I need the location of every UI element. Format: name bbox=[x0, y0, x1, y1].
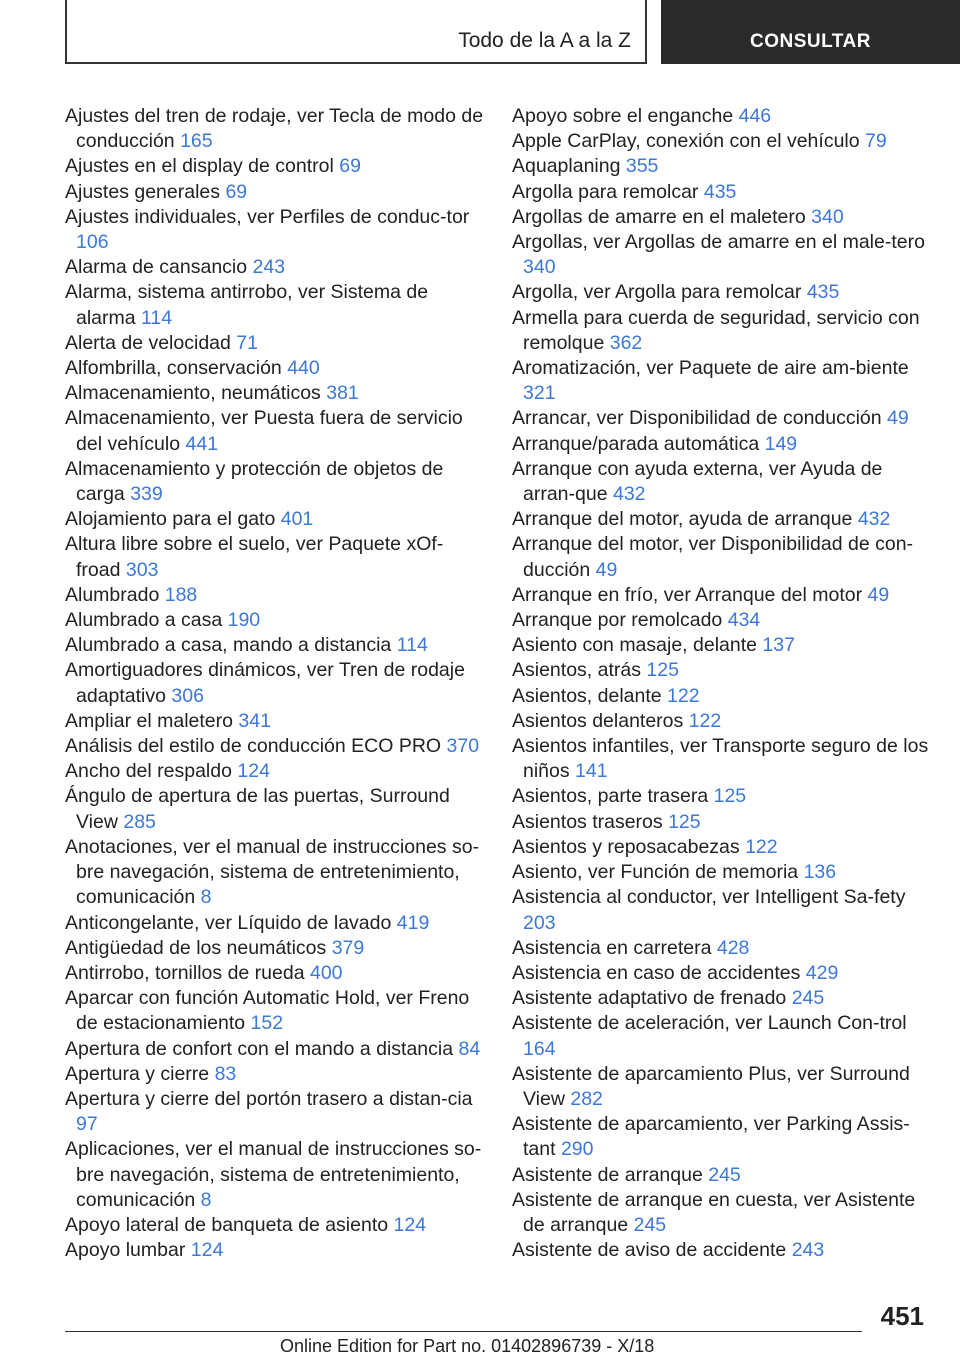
index-entry-text: Aquaplaning bbox=[512, 155, 621, 178]
index-entry bbox=[512, 532, 932, 582]
index-entry-page-link[interactable]: 429 bbox=[805, 961, 839, 984]
index-entry-text: Arranque del motor, ayuda de arranque bbox=[512, 508, 853, 531]
index-entry-text: Asientos traseros bbox=[512, 810, 663, 833]
index-entry-page-link[interactable]: 141 bbox=[575, 760, 608, 783]
index-entry bbox=[65, 936, 485, 961]
index-entry bbox=[512, 709, 932, 734]
index-entry-page-link[interactable]: 432 bbox=[857, 508, 891, 531]
index-entry bbox=[65, 532, 485, 582]
index-entry-page-link[interactable]: 125 bbox=[646, 659, 679, 682]
consult-tab-label: CONSULTAR bbox=[750, 31, 871, 52]
index-entry bbox=[65, 1213, 485, 1238]
index-entry-page-link[interactable]: 8 bbox=[200, 886, 212, 909]
index-entry-text: Asientos delanteros bbox=[512, 709, 684, 732]
index-entry-page-link[interactable]: 303 bbox=[125, 558, 159, 581]
index-entry-text: Asistencia en caso de accidentes bbox=[512, 961, 801, 984]
index-entry bbox=[65, 255, 485, 280]
index-entry bbox=[512, 633, 932, 658]
index-entry-page-link[interactable]: 114 bbox=[396, 634, 428, 657]
index-tab-label: Todo de la A a la Z bbox=[458, 29, 631, 52]
index-entry-text: Ajustes en el display de control bbox=[65, 155, 334, 178]
index-entry-page-link[interactable]: 124 bbox=[237, 760, 270, 783]
index-entry bbox=[65, 961, 485, 986]
index-entry-text: Ajustes individuales, ver Perfiles de conduc-tor bbox=[65, 205, 470, 228]
index-entry bbox=[512, 658, 932, 683]
index-entry-text: Asistente adaptativo de frenado bbox=[512, 987, 787, 1010]
index-entry-page-link[interactable]: 446 bbox=[738, 105, 772, 127]
index-entry bbox=[512, 280, 932, 305]
index-entry-text: Asistente de aparcamiento Plus, ver Surround View bbox=[512, 1062, 910, 1110]
index-entry bbox=[65, 1087, 485, 1137]
index-entry bbox=[65, 709, 485, 734]
index-entry-text: Asistencia en carretera bbox=[512, 936, 712, 959]
index-entry-text: Antigüedad de los neumáticos bbox=[65, 936, 327, 959]
index-entry-page-link[interactable]: 245 bbox=[791, 987, 825, 1010]
index-entry-text: Asistente de aparcamiento, ver Parking Assis-tant bbox=[512, 1113, 910, 1161]
index-entry-text: Argolla para remolcar bbox=[512, 180, 699, 203]
index-entry-page-link[interactable]: 122 bbox=[745, 835, 778, 858]
index-entry-text: Análisis del estilo de conducción ECO PRO bbox=[65, 735, 442, 758]
index-entry-text: Apoyo lumbar bbox=[65, 1239, 186, 1262]
index-entry bbox=[512, 230, 932, 280]
index-entry-page-link[interactable]: 137 bbox=[762, 634, 795, 657]
consult-tab[interactable] bbox=[661, 0, 960, 64]
index-entry-page-link[interactable]: 69 bbox=[339, 155, 361, 178]
index-entry-page-link[interactable]: 355 bbox=[625, 155, 659, 178]
index-entry-page-link[interactable]: 340 bbox=[811, 205, 844, 228]
index-entry-text: Alarma de cansancio bbox=[65, 256, 248, 279]
index-entry bbox=[512, 129, 932, 154]
index-entry-text: Argollas, ver Argollas de amarre en el male-tero bbox=[512, 231, 925, 254]
index-entry-page-link[interactable]: 190 bbox=[227, 609, 261, 632]
index-entry-text: Argollas de amarre en el maletero bbox=[512, 205, 806, 228]
index-entry-page-link[interactable]: 381 bbox=[326, 382, 359, 405]
index-entry-page-link[interactable]: 362 bbox=[609, 331, 643, 354]
index-entry-page-link[interactable]: 83 bbox=[214, 1062, 237, 1085]
index-entry bbox=[512, 1163, 932, 1188]
index-entry-page-link[interactable]: 341 bbox=[238, 709, 271, 732]
index-entry-text: Asientos y reposacabezas bbox=[512, 835, 740, 858]
index-entry-page-link[interactable]: 49 bbox=[867, 583, 890, 606]
index-entry bbox=[512, 205, 932, 230]
index-entry-page-link[interactable]: 441 bbox=[185, 432, 219, 455]
index-entry-text: Alfombrilla, conservación bbox=[65, 357, 282, 380]
footer-edition-text: Online Edition for Part no. 01402896739 - X/18 bbox=[280, 1336, 655, 1356]
index-entry-page-link[interactable]: 122 bbox=[667, 684, 700, 707]
index-entry bbox=[512, 608, 932, 633]
index-entry bbox=[512, 860, 932, 885]
index-entry bbox=[512, 885, 932, 935]
index-entry bbox=[65, 1137, 485, 1213]
index-entry bbox=[512, 1188, 932, 1238]
index-entry bbox=[512, 835, 932, 860]
index-entry bbox=[512, 306, 932, 356]
index-entry bbox=[512, 406, 932, 431]
index-entry-page-link[interactable]: 435 bbox=[806, 281, 840, 304]
index-entry-page-link[interactable]: 165 bbox=[180, 130, 213, 153]
index-entry bbox=[512, 784, 932, 809]
index-entry-text: Alumbrado a casa, mando a distancia bbox=[65, 634, 392, 657]
index-entry-text: Apertura y cierre del portón trasero a distan-cia bbox=[65, 1087, 473, 1110]
index-entry-page-link[interactable]: 69 bbox=[225, 180, 248, 203]
index-entry-page-link[interactable]: 285 bbox=[123, 810, 156, 833]
index-entry bbox=[65, 104, 485, 154]
index-entry bbox=[512, 1062, 932, 1112]
index-entry bbox=[512, 104, 932, 129]
index-entry bbox=[65, 1238, 485, 1263]
index-entry-page-link[interactable]: 49 bbox=[595, 558, 618, 581]
index-entry-page-link[interactable]: 435 bbox=[703, 180, 737, 203]
index-entry-text: Asiento, ver Función de memoria bbox=[512, 861, 799, 884]
index-entry-text: Asientos, delante bbox=[512, 684, 662, 707]
page-number: 451 bbox=[880, 1301, 924, 1331]
index-entry-page-link[interactable]: 114 bbox=[141, 306, 173, 329]
index-entry bbox=[65, 986, 485, 1036]
index-entry bbox=[65, 154, 485, 179]
header bbox=[0, 0, 960, 66]
index-entry-page-link[interactable]: 340 bbox=[523, 256, 556, 279]
index-entry-text: Asistente de arranque bbox=[512, 1163, 703, 1186]
index-entry bbox=[512, 432, 932, 457]
index-entry-text: Arrancar, ver Disponibilidad de conducción bbox=[512, 407, 882, 430]
index-entry-page-link[interactable]: 152 bbox=[250, 1012, 284, 1035]
index-entry-text: Asistente de aviso de accidente bbox=[512, 1239, 787, 1262]
index-entry-page-link[interactable]: 122 bbox=[688, 709, 722, 732]
index-entry bbox=[65, 734, 485, 759]
index-entry-text: Asientos infantiles, ver Transporte seguro de los niños bbox=[512, 735, 929, 783]
index-entry-page-link[interactable]: 124 bbox=[393, 1213, 427, 1236]
index-entry-text: Apertura de confort con el mando a distancia bbox=[65, 1037, 454, 1060]
index-entry-text: Argolla, ver Argolla para remolcar bbox=[512, 281, 802, 304]
index-entry bbox=[512, 1238, 932, 1263]
index-entry bbox=[512, 507, 932, 532]
index-entry-text: Alumbrado bbox=[65, 583, 160, 606]
index-entry-text: Alarma, sistema antirrobo, ver Sistema de alarma bbox=[65, 281, 429, 329]
index-entry-page-link[interactable]: 290 bbox=[560, 1138, 594, 1161]
index-entry bbox=[65, 759, 485, 784]
index-entry bbox=[65, 583, 485, 608]
index-entry-text: Anotaciones, ver el manual de instrucciones so-bre navegación, sistema de entretenimiento, comunicación bbox=[65, 835, 480, 909]
index-entry-text: Ampliar el maletero bbox=[65, 709, 233, 732]
index-entry bbox=[512, 180, 932, 205]
index-entry-page-link[interactable]: 428 bbox=[716, 936, 750, 959]
index-entry bbox=[65, 381, 485, 406]
index-entry bbox=[65, 331, 485, 356]
index-entry-page-link[interactable]: 306 bbox=[171, 684, 204, 707]
index-entry bbox=[65, 784, 485, 834]
index-entry-text: Ángulo de apertura de las puertas, Surround View bbox=[65, 785, 450, 833]
index-entry-page-link[interactable]: 124 bbox=[190, 1239, 224, 1262]
index-column-left bbox=[65, 104, 485, 1263]
index-entry bbox=[65, 180, 485, 205]
index-entry-page-link[interactable]: 203 bbox=[523, 911, 556, 934]
index-entry-text: Arranque/parada automática bbox=[512, 432, 760, 455]
index-entry bbox=[65, 280, 485, 330]
index-entry bbox=[512, 583, 932, 608]
index-entry-page-link[interactable]: 282 bbox=[570, 1087, 603, 1110]
index-entry-page-link[interactable]: 164 bbox=[523, 1037, 556, 1060]
index-entry bbox=[512, 734, 932, 784]
index-entry bbox=[65, 1037, 485, 1062]
index-entry-text: Asistencia al conductor, ver Intelligent Sa-fety bbox=[512, 886, 906, 909]
index-entry-page-link[interactable]: 339 bbox=[130, 483, 163, 506]
index-entry-page-link[interactable]: 434 bbox=[727, 609, 761, 632]
index-entry-text: Arranque con ayuda externa, ver Ayuda de arran-que bbox=[512, 457, 883, 506]
index-entry-text: Asiento con masaje, delante bbox=[512, 634, 757, 657]
index-entry bbox=[512, 154, 932, 179]
index-entry-text: Alerta de velocidad bbox=[65, 331, 231, 354]
index-entry-text: Arranque por remolcado bbox=[512, 609, 723, 632]
index-entry bbox=[512, 684, 932, 709]
index-entry bbox=[512, 1112, 932, 1162]
index-entry-page-link[interactable]: 79 bbox=[865, 130, 887, 153]
index-entry-page-link[interactable]: 106 bbox=[76, 231, 109, 254]
index-entry bbox=[512, 356, 932, 406]
index-column-right bbox=[512, 104, 932, 1263]
index-entry-text: Almacenamiento y protección de objetos de carga bbox=[65, 457, 444, 506]
index-entry-text: Ajustes del tren de rodaje, ver Tecla de modo de conducción bbox=[65, 105, 484, 153]
index-entry-text: Asistente de arranque en cuesta, ver Asistente de arranque bbox=[512, 1188, 916, 1236]
index-entry-text: Asientos, parte trasera bbox=[512, 785, 709, 808]
index-entry-page-link[interactable]: 245 bbox=[633, 1213, 667, 1236]
index-entry-page-link[interactable]: 243 bbox=[791, 1239, 825, 1262]
index-entry bbox=[512, 961, 932, 986]
index-entry-text: Apoyo lateral de banqueta de asiento bbox=[65, 1213, 389, 1236]
index-entry-text: Alumbrado a casa bbox=[65, 609, 223, 632]
index-entry bbox=[512, 936, 932, 961]
index-entry bbox=[65, 205, 485, 255]
index-entry-page-link[interactable]: 8 bbox=[200, 1188, 212, 1211]
index-entry-page-link[interactable]: 400 bbox=[309, 961, 343, 984]
index-entry-page-link[interactable]: 125 bbox=[668, 810, 701, 833]
index-entry bbox=[65, 835, 485, 911]
index-entry-page-link[interactable]: 84 bbox=[458, 1037, 481, 1060]
index-entry-text: Arranque en frío, ver Arranque del motor bbox=[512, 583, 863, 606]
index-entry-text: Arranque del motor, ver Disponibilidad de con-ducción bbox=[512, 533, 914, 581]
index-entry bbox=[65, 457, 485, 507]
index-entry-text: Ajustes generales bbox=[65, 180, 221, 203]
index-entry-page-link[interactable]: 419 bbox=[396, 911, 430, 934]
index-entry-page-link[interactable]: 370 bbox=[446, 735, 480, 758]
index-entry-text: Apertura y cierre bbox=[65, 1062, 210, 1085]
index-entry-text: Aparcar con función Automatic Hold, ver Freno de estacionamiento bbox=[65, 987, 470, 1035]
index-entry-page-link[interactable]: 97 bbox=[76, 1113, 98, 1136]
index-tab[interactable] bbox=[65, 0, 647, 64]
index-entry-text: Asientos, atrás bbox=[512, 659, 641, 682]
index-entry-page-link[interactable]: 125 bbox=[713, 785, 747, 808]
index-entry-page-link[interactable]: 245 bbox=[708, 1163, 741, 1186]
index-entry bbox=[512, 457, 932, 507]
index-entry-text: Antirrobo, tornillos de rueda bbox=[65, 961, 305, 984]
index-entry bbox=[65, 633, 485, 658]
index-entry-page-link[interactable]: 379 bbox=[331, 936, 365, 959]
index-entry-text: Alojamiento para el gato bbox=[65, 508, 276, 531]
index-entry-page-link[interactable]: 188 bbox=[164, 583, 198, 606]
index-entry-text: Almacenamiento, ver Puesta fuera de servicio del vehículo bbox=[65, 407, 463, 455]
index-entry-text: Anticongelante, ver Líquido de lavado bbox=[65, 911, 392, 934]
index-entry bbox=[65, 658, 485, 708]
index-entry-text: Ancho del respaldo bbox=[65, 760, 232, 783]
index-entry bbox=[65, 911, 485, 936]
index-entry bbox=[65, 406, 485, 456]
index-entry-page-link[interactable]: 149 bbox=[764, 432, 798, 455]
index-entry-text: Altura libre sobre el suelo, ver Paquete xOf-froad bbox=[65, 533, 444, 581]
index-entry bbox=[512, 986, 932, 1011]
index-entry-text: Amortiguadores dinámicos, ver Tren de rodaje adaptativo bbox=[65, 659, 465, 707]
index-entry-page-link[interactable]: 71 bbox=[236, 331, 258, 354]
index-entry-text: Almacenamiento, neumáticos bbox=[65, 382, 321, 405]
index-entry-page-link[interactable]: 440 bbox=[287, 357, 320, 380]
index-entry bbox=[65, 1062, 485, 1087]
index-entry-page-link[interactable]: 401 bbox=[280, 508, 314, 531]
index-entry-text: Apple CarPlay, conexión con el vehículo bbox=[512, 130, 860, 153]
index-entry bbox=[65, 356, 485, 381]
index-entry-text: Aplicaciones, ver el manual de instrucciones so-bre navegación, sistema de entretenimiento, comunicación bbox=[65, 1138, 482, 1211]
index-entry bbox=[512, 810, 932, 835]
footer-divider bbox=[65, 1331, 862, 1332]
index-entry-page-link[interactable]: 49 bbox=[887, 407, 909, 430]
index-entry bbox=[65, 608, 485, 633]
index-entry-text: Aromatización, ver Paquete de aire am-biente bbox=[512, 357, 909, 380]
index-entry-page-link[interactable]: 243 bbox=[252, 256, 286, 279]
index-entry-text: Apoyo sobre el enganche bbox=[512, 105, 734, 127]
index-entry-text: Asistente de aceleración, ver Launch Con-trol bbox=[512, 1012, 907, 1035]
index-entry bbox=[65, 507, 485, 532]
index-entry-text: Armella para cuerda de seguridad, servicio con remolque bbox=[512, 306, 920, 354]
index-entry bbox=[512, 1011, 932, 1061]
index-entry-page-link[interactable]: 136 bbox=[803, 861, 837, 884]
index-entry-page-link[interactable]: 321 bbox=[523, 382, 556, 405]
index-entry-page-link[interactable]: 432 bbox=[612, 483, 646, 506]
